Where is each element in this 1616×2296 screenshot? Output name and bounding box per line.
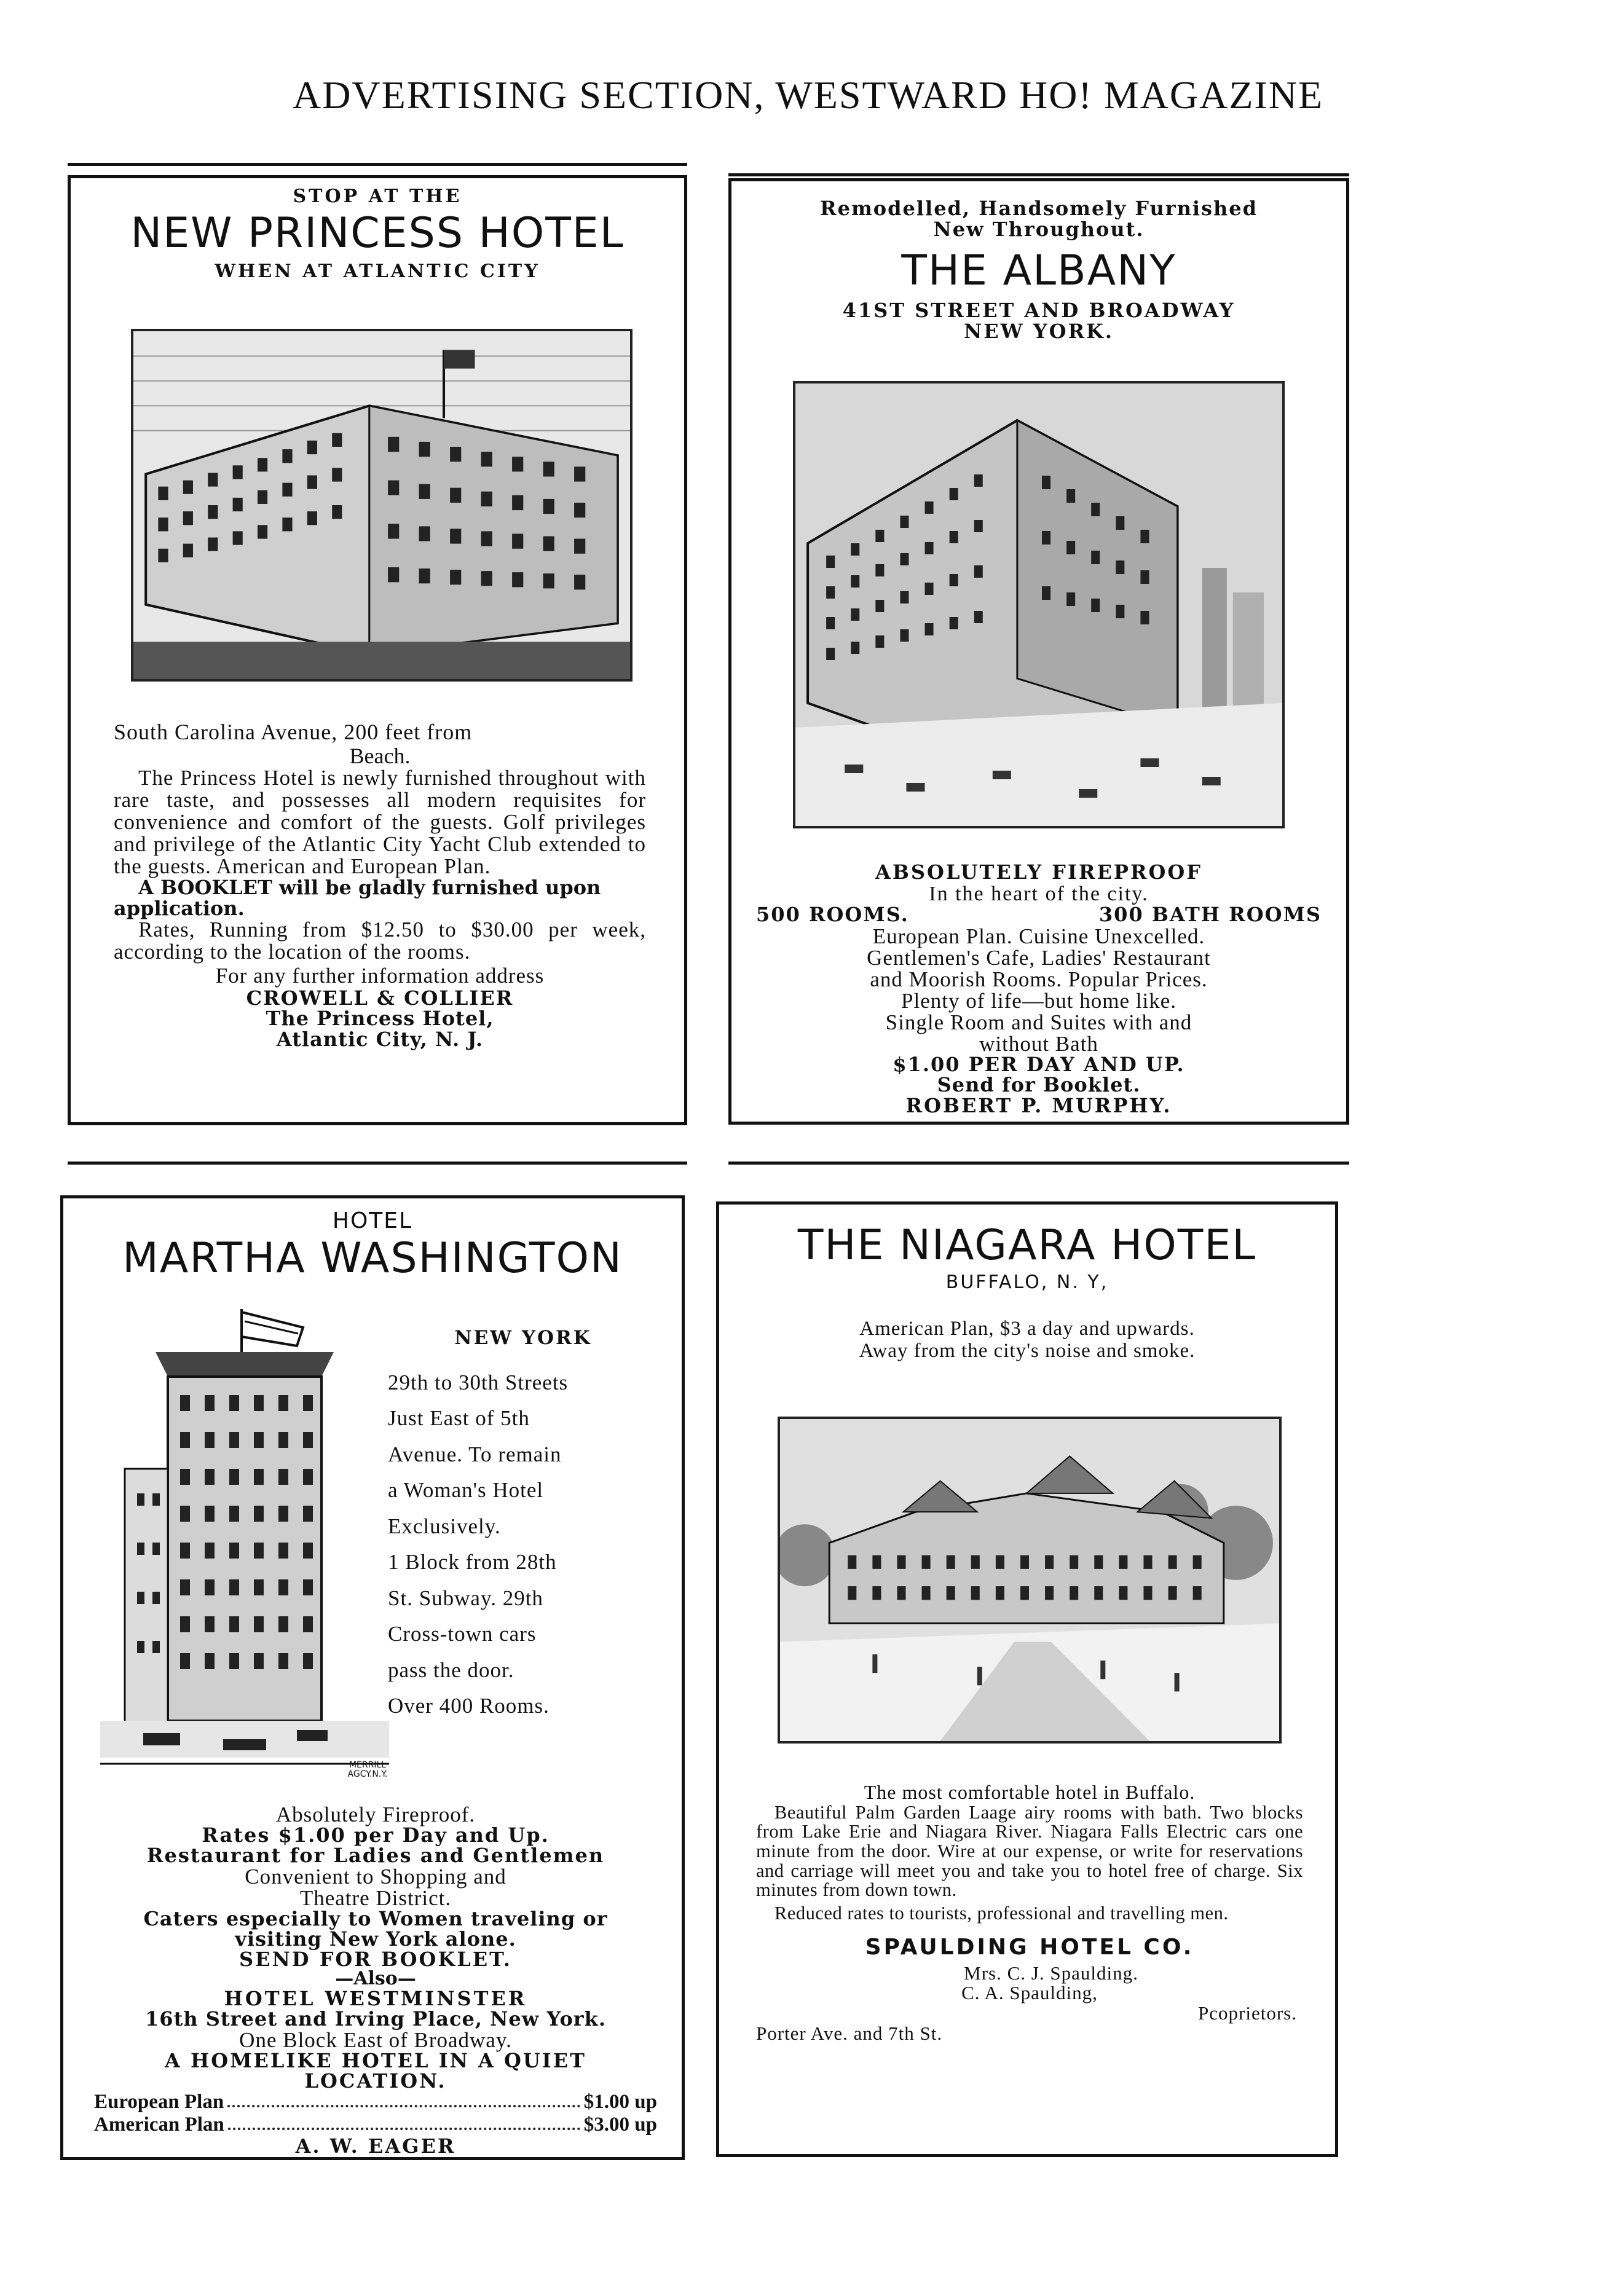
princess-description: The Princess Hotel is newly furnished throughout with rare taste, and possesses all modern requisites for convenience and comfort of the guests. Golf privileges and privilege of the Atlantic City Yacht Club extended to the guests. American and European Plan. xyxy=(114,766,646,879)
martha-column-line-4: a Woman's Hotel xyxy=(388,1478,544,1502)
martha-homelike-1: A HOMELIKE HOTEL IN A QUIET xyxy=(165,2048,586,2072)
albany-top-1: Remodelled, Handsomely Furnished xyxy=(819,197,1258,220)
martha-owner: A. W. EAGER xyxy=(295,2134,456,2158)
martha-american-price: $3.00 up xyxy=(583,2113,657,2136)
martha-american-label: American Plan xyxy=(94,2113,224,2136)
martha-caters-1: Caters especially to Women traveling or xyxy=(143,1906,608,1930)
albany-address-1: 41ST STREET AND BROADWAY xyxy=(842,298,1236,322)
martha-column-line-6: 1 Block from 28th xyxy=(388,1550,557,1574)
martha-title: MARTHA WASHINGTON xyxy=(122,1234,623,1283)
princess-rates: Rates, Running from $12.50 to $30.00 per week, according to the location of the rooms. xyxy=(114,918,646,964)
niagara-company: SPAULDING HOTEL CO. xyxy=(865,1934,1194,1960)
albany-without-bath: without Bath xyxy=(979,1031,1098,1056)
niagara-proprietor-1: Mrs. C. J. Spaulding. xyxy=(964,1962,1138,1984)
princess-contact-2: The Princess Hotel, xyxy=(266,1007,494,1031)
albany-plan: European Plan. Cuisine Unexcelled. xyxy=(872,924,1205,948)
princess-top: STOP AT THE xyxy=(293,186,462,207)
martha-restaurant: Restaurant for Ladies and Gentlemen xyxy=(146,1843,605,1867)
ad-new-princess-hotel xyxy=(68,175,687,1125)
divider-middle-right xyxy=(728,1162,1349,1165)
niagara-city: BUFFALO, N. Y, xyxy=(945,1271,1109,1293)
albany-title: THE ALBANY xyxy=(901,246,1177,296)
niagara-plan: American Plan, $3 a day and upwards. xyxy=(859,1317,1195,1340)
albany-send-booklet: Send for Booklet. xyxy=(937,1073,1141,1097)
niagara-most-comfortable: The most comfortable hotel in Buffalo. xyxy=(864,1781,1196,1803)
niagara-proprietor-2: C. A. Spaulding, xyxy=(961,1982,1098,2004)
princess-contact-1: CROWELL & COLLIER xyxy=(246,986,514,1010)
albany-bathrooms: 300 BATH ROOMS xyxy=(1098,903,1322,927)
martha-column-line-5: Exclusively. xyxy=(388,1514,501,1538)
niagara-title: THE NIAGARA HOTEL xyxy=(797,1221,1257,1270)
martha-column-line-2: Just East of 5th xyxy=(388,1406,530,1430)
martha-european-label: European Plan xyxy=(94,2091,224,2113)
niagara-address: Porter Ave. and 7th St. xyxy=(756,2022,943,2044)
albany-moorish: and Moorish Rooms. Popular Prices. xyxy=(870,967,1208,991)
albany-heart: In the heart of the city. xyxy=(929,882,1149,905)
albany-address-2: NEW YORK. xyxy=(964,319,1114,343)
martha-irving-place: 16th Street and Irving Place, New York. xyxy=(145,2007,606,2031)
albany-fireproof: ABSOLUTELY FIREPROOF xyxy=(875,860,1202,884)
princess-location-2: Beach. xyxy=(349,744,411,768)
martha-american-plan-row xyxy=(94,2113,657,2136)
niagara-description: Beautiful Palm Garden Laage airy rooms with bath. Two blocks from Lake Erie and Niagara River. Niagara Falls Electric cars one minute from the door. Wire at our expense, or write for reservations and carriage will meet you and take you to hotel free of charge. Six minutes from down town. xyxy=(756,1801,1303,1901)
niagara-reduced-rates: Reduced rates to tourists, professional and travelling men. xyxy=(774,1903,1229,1924)
ad-the-niagara-hotel xyxy=(716,1201,1338,2157)
albany-gentlemens: Gentlemen's Cafe, Ladies' Restaurant xyxy=(867,945,1211,970)
martha-theatre: Theatre District. xyxy=(299,1885,452,1910)
hotel-grounds-engraving-icon xyxy=(778,1417,1282,1744)
princess-further: For any further information address xyxy=(215,963,545,988)
albany-rooms: 500 ROOMS. xyxy=(756,903,909,927)
martha-convenient: Convenient to Shopping and xyxy=(245,1864,506,1889)
martha-top: HOTEL xyxy=(332,1208,413,1233)
martha-column-line-10: Over 400 Rooms. xyxy=(388,1694,550,1718)
princess-booklet: A BOOKLET will be gladly furnished upon application. xyxy=(114,876,601,920)
divider-middle-left xyxy=(68,1162,687,1165)
martha-column-line-1: 29th to 30th Streets xyxy=(388,1370,569,1394)
albany-plenty: Plenty of life—but home like. xyxy=(901,988,1177,1013)
albany-top-2: New Throughout. xyxy=(933,217,1145,241)
martha-european-plan-row xyxy=(94,2091,657,2113)
princess-location: South Carolina Avenue, 200 feet from xyxy=(114,720,473,744)
page-header: ADVERTISING SECTION, WESTWARD HO! MAGAZINE xyxy=(292,73,1324,117)
martha-also: —Also— xyxy=(335,1967,416,1989)
divider-top-right xyxy=(728,173,1349,176)
martha-european-price: $1.00 up xyxy=(583,2091,657,2113)
niagara-proprietors-label: Pcoprietors. xyxy=(1198,2002,1297,2024)
martha-column-line-3: Avenue. To remain xyxy=(388,1442,562,1466)
princess-title: NEW PRINCESS HOTEL xyxy=(130,209,625,258)
martha-homelike-2: LOCATION. xyxy=(304,2069,447,2093)
tall-hotel-engraving-icon xyxy=(100,1309,389,1788)
ad-the-albany xyxy=(728,178,1349,1125)
martha-one-block: One Block East of Broadway. xyxy=(239,2027,512,2052)
martha-westminster: HOTEL WESTMINSTER xyxy=(224,1986,527,2010)
martha-rates: Rates $1.00 per Day and Up. xyxy=(202,1823,550,1847)
ad-hotel-martha-washington xyxy=(60,1195,685,2160)
martha-column-line-8: Cross-town cars xyxy=(388,1622,537,1646)
princess-subtitle: WHEN AT ATLANTIC CITY xyxy=(215,260,540,282)
martha-caters-2: visiting New York alone. xyxy=(235,1927,516,1951)
martha-city: NEW YORK xyxy=(454,1327,592,1349)
martha-column-line-9: pass the door. xyxy=(388,1657,514,1682)
niagara-away: Away from the city's noise and smoke. xyxy=(859,1340,1196,1362)
hotel-building-engraving-icon xyxy=(131,329,633,682)
martha-engraving-caption: MERRILL AGCY.N.Y. xyxy=(347,1760,388,1779)
divider-top-left xyxy=(68,163,687,166)
albany-building-engraving-icon xyxy=(793,381,1285,828)
albany-single-room: Single Room and Suites with and xyxy=(885,1010,1192,1034)
martha-fireproof: Absolutely Fireproof. xyxy=(275,1803,476,1826)
albany-price: $1.00 PER DAY AND UP. xyxy=(893,1052,1185,1076)
princess-contact-3: Atlantic City, N. J. xyxy=(276,1027,484,1051)
martha-send-booklet: SEND FOR BOOKLET. xyxy=(239,1947,512,1971)
albany-owner: ROBERT P. MURPHY. xyxy=(905,1094,1172,1118)
martha-column-line-7: St. Subway. 29th xyxy=(388,1586,543,1610)
